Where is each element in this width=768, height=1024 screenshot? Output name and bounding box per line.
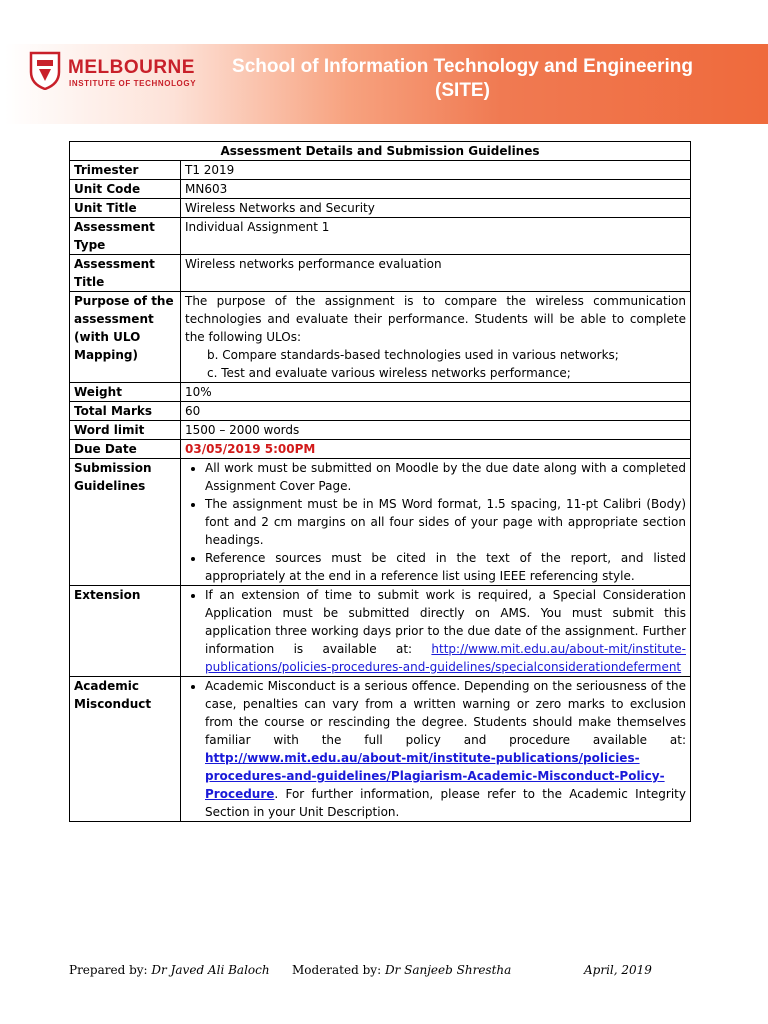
submission-item: • All work must be submitted on Moodle by the due date along with a completed Assignment Cover Page.	[205, 459, 686, 495]
purpose-label: Purpose of the assessment (with ULO Mapping)	[70, 292, 181, 383]
assessment-type-value: Individual Assignment 1	[181, 218, 691, 255]
table-row	[70, 292, 691, 383]
extension-label: Extension	[70, 586, 181, 677]
unit-code-label: Unit Code	[70, 180, 181, 199]
total-marks-label: Total Marks	[70, 402, 181, 421]
moderated-name: Dr Sanjeeb Shrestha	[384, 963, 512, 977]
prepared-name: Dr Javed Ali Baloch	[151, 963, 270, 977]
weight-value: 10%	[181, 383, 691, 402]
misconduct-cell	[181, 677, 691, 822]
assessment-type-label: Assessment Type	[70, 218, 181, 255]
table-row	[70, 677, 691, 822]
weight-label: Weight	[70, 383, 181, 402]
extension-text: If an extension of time to submit work is required, a Special Consideration Application must be submitted directly on AMS. You must submit this application three working days prior to the due date of the assignment. Further information is available at:	[205, 588, 686, 656]
submission-list	[185, 459, 686, 585]
table-row	[70, 440, 691, 459]
table-row	[70, 161, 691, 180]
assessment-table	[69, 141, 691, 822]
misconduct-link[interactable]: http://www.mit.edu.au/about-mit/institute-publications/policies-procedures-and-guidelines/Plagiarism-Academic-Misconduct-Policy-Procedure	[205, 751, 665, 801]
table-header-row	[70, 142, 691, 161]
extension-cell	[181, 586, 691, 677]
table-row	[70, 421, 691, 440]
table-title: Assessment Details and Submission Guidelines	[70, 142, 691, 161]
purpose-text: The purpose of the assignment is to compare the wireless communication technologies and evaluate their performance. Students will be able to complete the following ULOs:	[185, 294, 686, 344]
submission-label: Submission Guidelines	[70, 459, 181, 586]
footer-date-text: April, 2019	[584, 963, 652, 977]
table-row	[70, 459, 691, 586]
trimester-label: Trimester	[70, 161, 181, 180]
unit-code-value: MN603	[181, 180, 691, 199]
moderated-label: Moderated by:	[292, 963, 382, 977]
table-row	[70, 586, 691, 677]
prepared-label: Prepared by:	[69, 963, 148, 977]
misconduct-item	[205, 677, 686, 821]
purpose-ulo-c: c. Test and evaluate various wireless networks performance;	[207, 366, 571, 380]
table-row	[70, 402, 691, 421]
footer-date	[584, 963, 652, 977]
submission-cell	[181, 459, 691, 586]
assessment-title-value: Wireless networks performance evaluation	[181, 255, 691, 292]
misconduct-label: Academic Misconduct	[70, 677, 181, 822]
submission-item: • Reference sources must be cited in the text of the report, and listed appropriately at the end in a reference list using IEEE referencing style.	[205, 549, 686, 585]
table-row	[70, 218, 691, 255]
due-date-value: 03/05/2019 5:00PM	[181, 440, 691, 459]
due-date-label: Due Date	[70, 440, 181, 459]
table-row	[70, 199, 691, 218]
logo-name: MELBOURNE	[68, 57, 195, 78]
misconduct-tail: . For further information, please refer to the Academic Integrity Section in your Unit Description.	[205, 787, 686, 819]
purpose-ulo-b: b. Compare standards-based technologies used in various networks;	[207, 348, 619, 362]
misconduct-text: Academic Misconduct is a serious offence. Depending on the seriousness of the case, penalties can vary from a written warning or zero marks to exclusion from the course or rescinding the degree. Students should make themselves familiar with the full policy and procedure available at:	[205, 679, 686, 747]
extension-link[interactable]: http://www.mit.edu.au/about-mit/institute-publications/policies-procedures-and-guidelines/specialconsiderationdeferment	[205, 642, 686, 674]
table-row	[70, 180, 691, 199]
school-title: School of Information Technology and Engineering	[232, 56, 693, 77]
moderated-by	[292, 963, 511, 977]
word-limit-value: 1500 – 2000 words	[181, 421, 691, 440]
logo-subtitle: INSTITUTE OF TECHNOLOGY	[69, 79, 197, 88]
unit-title-label: Unit Title	[70, 199, 181, 218]
misconduct-list	[185, 677, 686, 821]
table-row	[70, 255, 691, 292]
unit-title-value: Wireless Networks and Security	[181, 199, 691, 218]
word-limit-label: Word limit	[70, 421, 181, 440]
submission-item: • The assignment must be in MS Word format, 1.5 spacing, 11-pt Calibri (Body) font and 2 cm margins on all four sides of your page with appropriate section headings.	[205, 495, 686, 549]
total-marks-value: 60	[181, 402, 691, 421]
trimester-value: T1 2019	[181, 161, 691, 180]
institute-crest-icon	[28, 50, 62, 90]
table-row	[70, 383, 691, 402]
page-footer	[0, 963, 768, 981]
extension-item	[205, 586, 686, 676]
extension-list	[185, 586, 686, 676]
school-acronym: (SITE)	[435, 80, 490, 101]
assessment-title-label: Assessment Title	[70, 255, 181, 292]
prepared-by	[69, 963, 270, 977]
purpose-cell	[181, 292, 691, 383]
